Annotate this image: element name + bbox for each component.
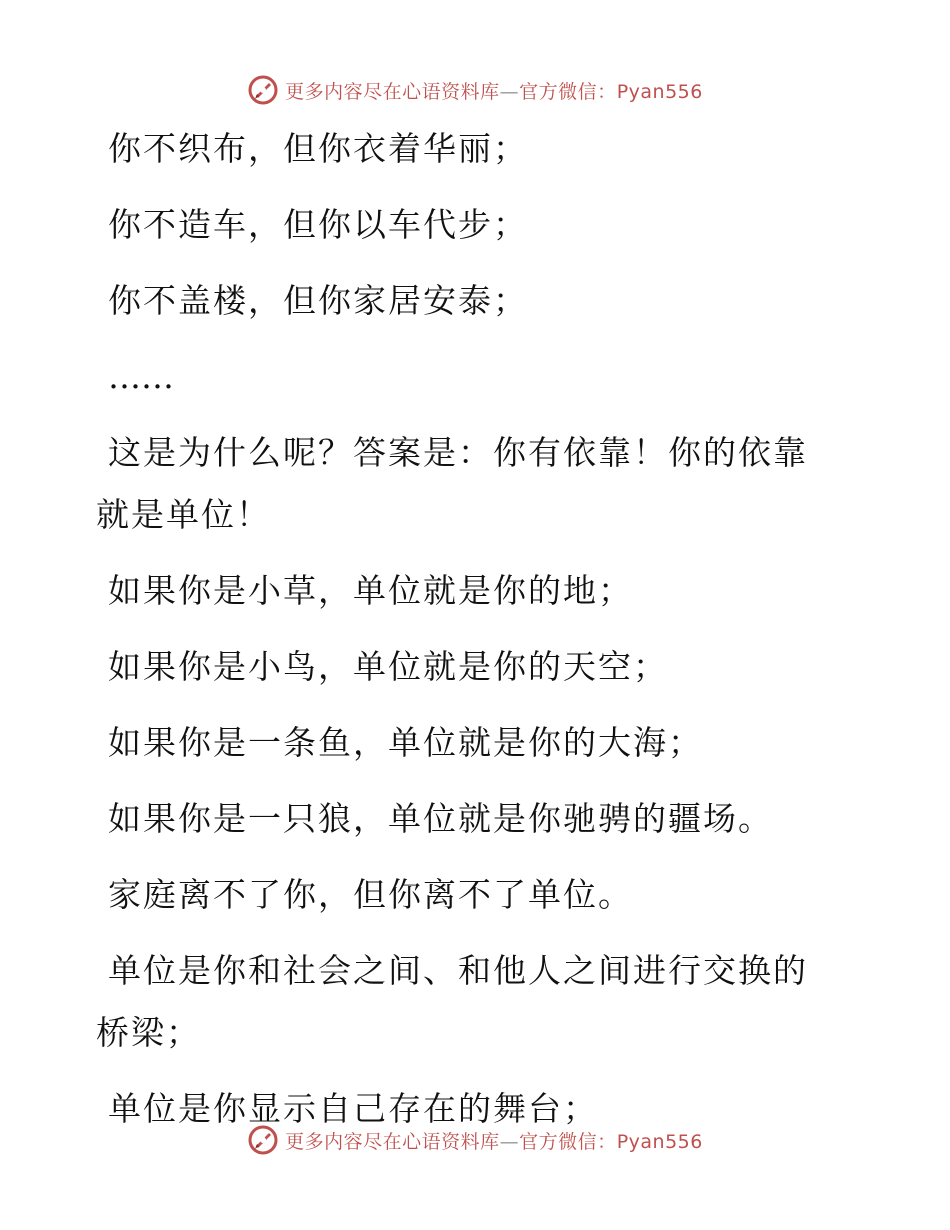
paragraph-ellipsis: ……: [108, 357, 174, 396]
paragraph: 如果你是一只狼，单位就是你驰骋的疆场。: [108, 799, 773, 838]
banner-site-text: 更多内容尽在心语资料库: [285, 80, 500, 103]
paragraph: 如果你是小草，单位就是你的地；: [108, 571, 633, 610]
paragraph: 如果你是一条鱼，单位就是你的大海；: [108, 723, 703, 762]
banner-site-text: 更多内容尽在心语资料库: [285, 1130, 500, 1153]
paragraph: 家庭离不了你，但你离不了单位。: [108, 875, 633, 914]
banner-text: [285, 1127, 703, 1154]
banner-wechat-label: 官方微信：: [519, 80, 617, 103]
banner-text: [285, 77, 703, 104]
quill-circle-logo-icon: [247, 1124, 279, 1156]
footer-banner: [0, 1120, 950, 1160]
banner-wechat-id: Pyan556: [616, 80, 703, 103]
paragraph: 你不造车，但你以车代步；: [108, 205, 528, 244]
paragraph: 这是为什么呢？答案是：你有依靠！你的依靠就是单位！: [96, 433, 808, 534]
paragraph: 如果你是小鸟，单位就是你的天空；: [108, 647, 668, 686]
banner-separator: —: [499, 1130, 520, 1153]
banner-separator: —: [499, 80, 520, 103]
document-body: [96, 118, 836, 1154]
quill-circle-logo-icon: [247, 74, 279, 106]
paragraph: 单位是你和社会之间、和他人之间进行交换的桥梁；: [96, 951, 808, 1052]
paragraph: 你不盖楼，但你家居安泰；: [108, 281, 528, 320]
paragraph: 单位是你显示自己存在的舞台；: [108, 1089, 598, 1128]
paragraph: 你不织布，但你衣着华丽；: [108, 129, 528, 168]
banner-wechat-label: 官方微信：: [519, 1130, 617, 1153]
header-banner: [0, 70, 950, 110]
banner-wechat-id: Pyan556: [616, 1130, 703, 1153]
